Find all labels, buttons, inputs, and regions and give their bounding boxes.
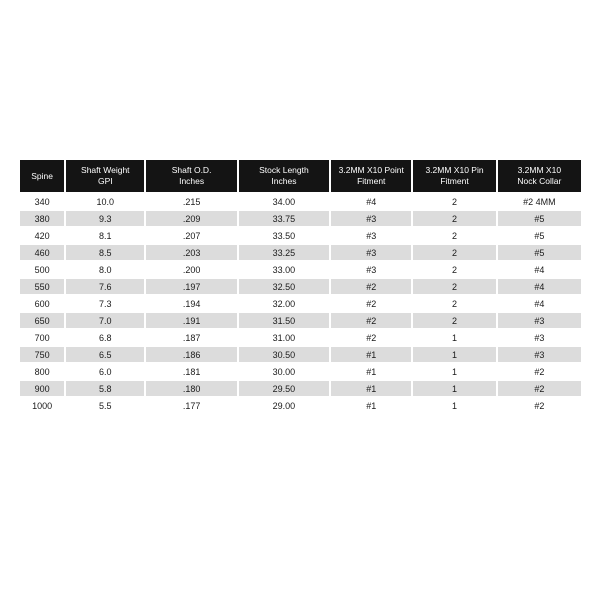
cell-nock-collar: #4 (498, 262, 581, 277)
cell-point-fitment: #1 (331, 364, 411, 379)
cell-stock-length: 29.50 (239, 381, 329, 396)
cell-shaft-od: .215 (146, 194, 236, 209)
cell-shaft-od: .207 (146, 228, 236, 243)
cell-nock-collar: #2 (498, 364, 581, 379)
cell-nock-collar: #2 4MM (498, 194, 581, 209)
cell-spine: 1000 (20, 398, 64, 413)
cell-spine: 600 (20, 296, 64, 311)
col-header-spine (20, 160, 64, 192)
table-row (20, 381, 581, 396)
cell-pin-fitment: 2 (413, 211, 495, 226)
table-body (20, 194, 581, 413)
cell-shaft-od: .194 (146, 296, 236, 311)
table-row (20, 313, 581, 328)
cell-shaft-od: .209 (146, 211, 236, 226)
cell-pin-fitment: 1 (413, 381, 495, 396)
cell-pin-fitment: 2 (413, 313, 495, 328)
cell-nock-collar: #3 (498, 330, 581, 345)
table-row (20, 398, 581, 413)
cell-pin-fitment: 2 (413, 262, 495, 277)
header-label-line: 3.2MM X10 (517, 165, 562, 175)
cell-shaft-weight: 7.3 (66, 296, 144, 311)
header-label-line: Spine (31, 170, 53, 181)
cell-spine: 460 (20, 245, 64, 260)
cell-spine: 800 (20, 364, 64, 379)
cell-spine: 340 (20, 194, 64, 209)
header-label-line: Fitment (440, 176, 469, 186)
arrow-spec-table (18, 158, 583, 415)
cell-nock-collar: #5 (498, 228, 581, 243)
cell-stock-length: 30.50 (239, 347, 329, 362)
cell-shaft-od: .177 (146, 398, 236, 413)
cell-point-fitment: #3 (331, 262, 411, 277)
table-row (20, 296, 581, 311)
cell-stock-length: 33.25 (239, 245, 329, 260)
cell-shaft-od: .180 (146, 381, 236, 396)
cell-stock-length: 34.00 (239, 194, 329, 209)
col-header-shaft-weight (66, 160, 144, 192)
table-row (20, 228, 581, 243)
cell-stock-length: 32.00 (239, 296, 329, 311)
col-header-stock-length (239, 160, 329, 192)
table-row (20, 330, 581, 345)
cell-stock-length: 32.50 (239, 279, 329, 294)
header-label-line: Fitment (357, 176, 386, 186)
cell-nock-collar: #3 (498, 347, 581, 362)
cell-shaft-weight: 5.8 (66, 381, 144, 396)
cell-nock-collar: #4 (498, 296, 581, 311)
header-label-line: Shaft O.D. (171, 165, 212, 175)
table-row (20, 279, 581, 294)
cell-stock-length: 33.00 (239, 262, 329, 277)
cell-shaft-weight: 8.5 (66, 245, 144, 260)
cell-shaft-od: .186 (146, 347, 236, 362)
cell-shaft-od: .197 (146, 279, 236, 294)
cell-spine: 750 (20, 347, 64, 362)
cell-spine: 700 (20, 330, 64, 345)
header-label-line: Inches (179, 176, 205, 186)
cell-shaft-weight: 6.8 (66, 330, 144, 345)
col-header-pin-fitment (413, 160, 495, 192)
cell-shaft-weight: 8.1 (66, 228, 144, 243)
cell-shaft-weight: 6.5 (66, 347, 144, 362)
table-row (20, 347, 581, 362)
cell-shaft-weight: 9.3 (66, 211, 144, 226)
cell-pin-fitment: 1 (413, 364, 495, 379)
cell-spine: 650 (20, 313, 64, 328)
table-row (20, 245, 581, 260)
cell-point-fitment: #1 (331, 347, 411, 362)
cell-nock-collar: #5 (498, 245, 581, 260)
cell-stock-length: 31.00 (239, 330, 329, 345)
header-label-line: Stock Length (259, 165, 309, 175)
cell-point-fitment: #2 (331, 330, 411, 345)
cell-shaft-weight: 7.6 (66, 279, 144, 294)
cell-shaft-od: .191 (146, 313, 236, 328)
cell-shaft-weight: 6.0 (66, 364, 144, 379)
table-row (20, 262, 581, 277)
col-header-shaft-od (146, 160, 236, 192)
cell-shaft-weight: 5.5 (66, 398, 144, 413)
cell-spine: 900 (20, 381, 64, 396)
col-header-point-fitment (331, 160, 411, 192)
cell-stock-length: 31.50 (239, 313, 329, 328)
cell-spine: 380 (20, 211, 64, 226)
cell-point-fitment: #3 (331, 228, 411, 243)
cell-pin-fitment: 1 (413, 398, 495, 413)
cell-shaft-od: .200 (146, 262, 236, 277)
table-row (20, 364, 581, 379)
cell-shaft-od: .187 (146, 330, 236, 345)
header-label-line: Shaft Weight (81, 165, 130, 175)
cell-point-fitment: #1 (331, 381, 411, 396)
cell-shaft-weight: 8.0 (66, 262, 144, 277)
cell-point-fitment: #1 (331, 398, 411, 413)
cell-pin-fitment: 2 (413, 194, 495, 209)
col-header-nock-collar (498, 160, 581, 192)
table-row (20, 194, 581, 209)
header-label-line: 3.2MM X10 Point (338, 165, 404, 175)
cell-spine: 550 (20, 279, 64, 294)
cell-point-fitment: #2 (331, 279, 411, 294)
header-label-line: GPI (97, 176, 113, 186)
cell-spine: 500 (20, 262, 64, 277)
cell-spine: 420 (20, 228, 64, 243)
header-label-line: Inches (271, 176, 297, 186)
cell-pin-fitment: 1 (413, 347, 495, 362)
cell-shaft-weight: 7.0 (66, 313, 144, 328)
table-header (20, 160, 581, 192)
table-row (20, 211, 581, 226)
cell-nock-collar: #4 (498, 279, 581, 294)
header-label-line: 3.2MM X10 Pin (425, 165, 484, 175)
cell-pin-fitment: 2 (413, 296, 495, 311)
cell-point-fitment: #4 (331, 194, 411, 209)
cell-nock-collar: #3 (498, 313, 581, 328)
cell-shaft-od: .181 (146, 364, 236, 379)
header-label-line: Nock Collar (517, 176, 562, 186)
header-row (20, 160, 581, 192)
cell-pin-fitment: 2 (413, 279, 495, 294)
cell-stock-length: 33.75 (239, 211, 329, 226)
cell-stock-length: 33.50 (239, 228, 329, 243)
cell-point-fitment: #3 (331, 211, 411, 226)
cell-stock-length: 29.00 (239, 398, 329, 413)
cell-nock-collar: #2 (498, 398, 581, 413)
cell-shaft-weight: 10.0 (66, 194, 144, 209)
cell-point-fitment: #2 (331, 313, 411, 328)
cell-point-fitment: #2 (331, 296, 411, 311)
cell-pin-fitment: 2 (413, 228, 495, 243)
cell-stock-length: 30.00 (239, 364, 329, 379)
cell-pin-fitment: 2 (413, 245, 495, 260)
cell-point-fitment: #3 (331, 245, 411, 260)
cell-pin-fitment: 1 (413, 330, 495, 345)
cell-nock-collar: #5 (498, 211, 581, 226)
cell-shaft-od: .203 (146, 245, 236, 260)
cell-nock-collar: #2 (498, 381, 581, 396)
